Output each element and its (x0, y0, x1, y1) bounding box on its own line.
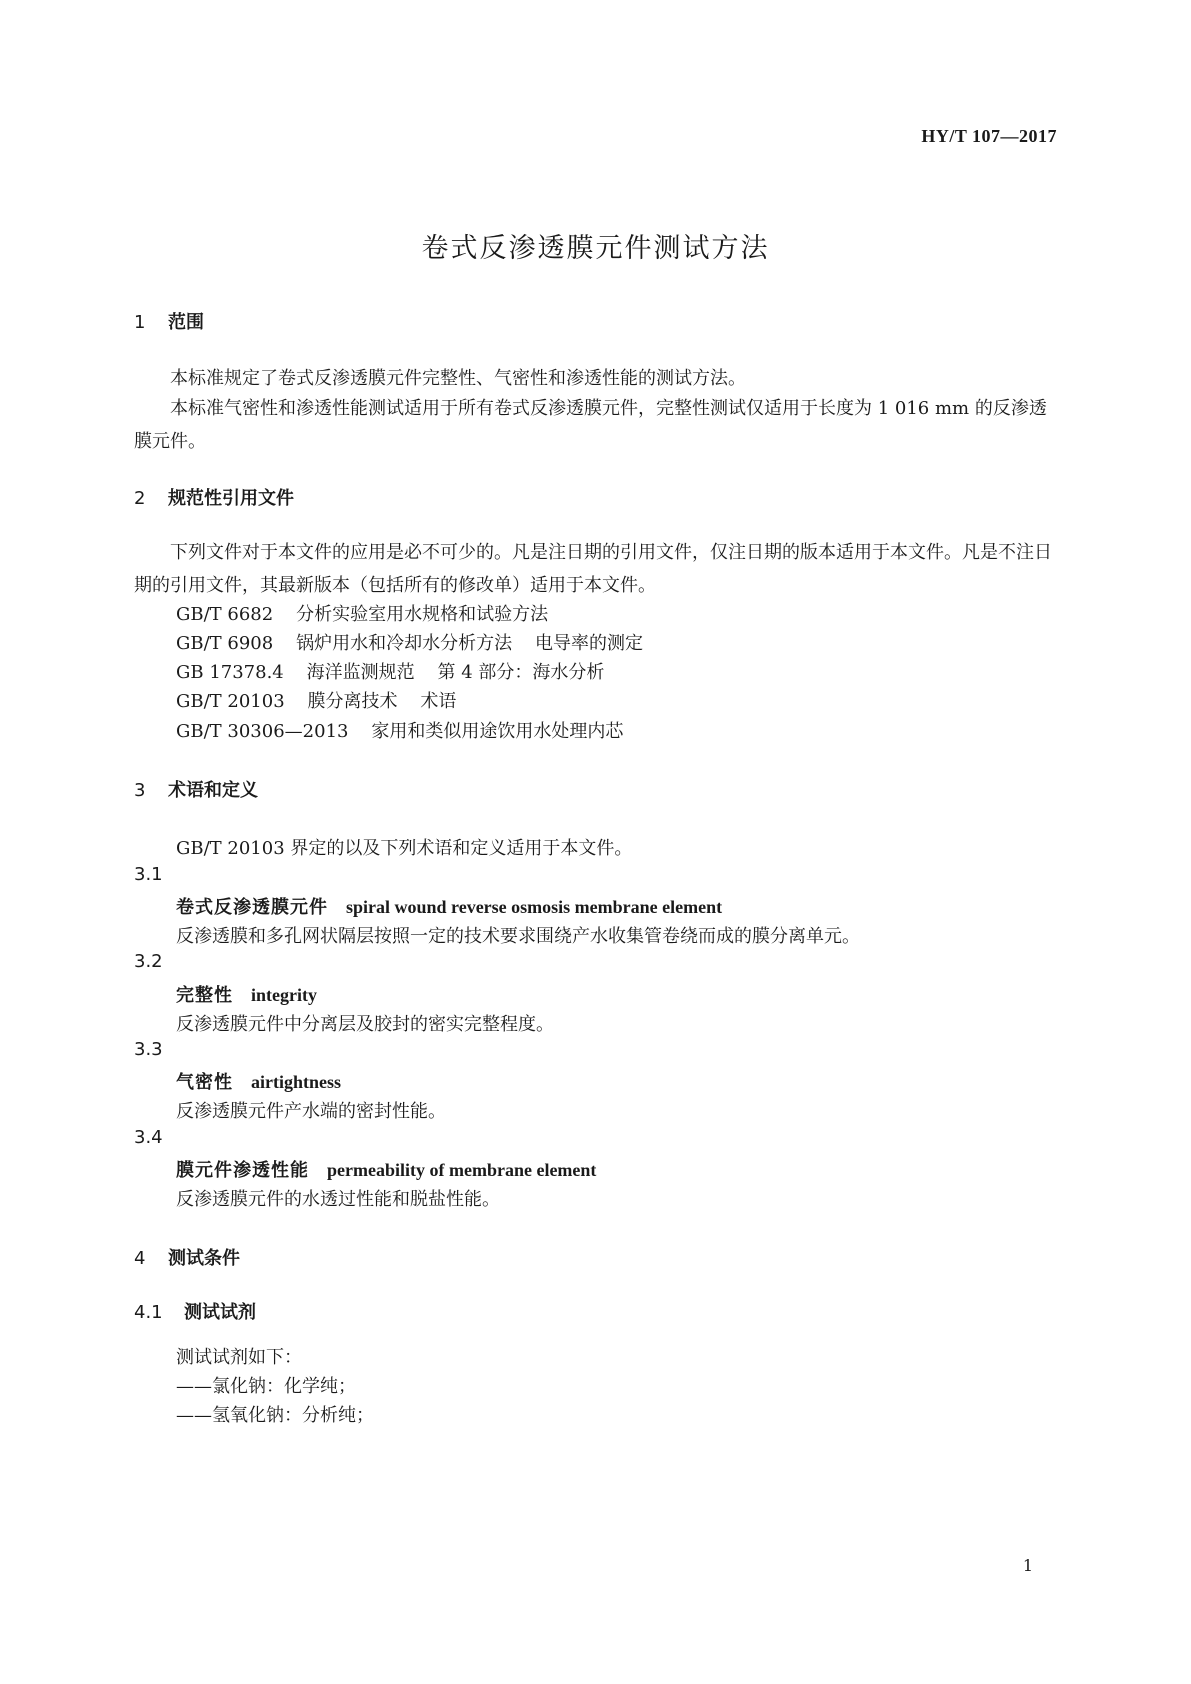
term-english: spiral wound reverse osmosis membrane element (346, 897, 723, 917)
section-2-heading (134, 484, 294, 510)
term-definition: 反渗透膜元件的水透过性能和脱盐性能。 (176, 1189, 500, 1210)
term-english: integrity (251, 985, 317, 1005)
section-title: 测试条件 (168, 1248, 240, 1269)
term-heading (176, 893, 722, 919)
term-number: 3.3 (134, 1039, 163, 1060)
term-number: 3.4 (134, 1127, 163, 1148)
section-number: 2 (134, 488, 146, 509)
term-chinese: 完整性 (176, 985, 233, 1006)
subsection-number: 4.1 (134, 1302, 163, 1323)
subsection-4-1-heading (134, 1298, 256, 1324)
section-3-heading (134, 776, 258, 802)
term-number: 3.1 (134, 864, 163, 885)
references-intro: 下列文件对于本文件的应用是必不可少的。凡是注日期的引用文件，仅注日期的版本适用于本文件。凡是不注日期的引用文件，其最新版本（包括所有的修改单）适用于本文件。 (134, 542, 1052, 596)
reference-item: GB/T 6908 锅炉用水和冷却水分析方法 电导率的测定 (176, 633, 643, 654)
term-english: airtightness (251, 1072, 341, 1092)
reference-item: GB/T 20103 膜分离技术 术语 (176, 691, 457, 712)
section-title: 范围 (168, 312, 204, 333)
term-heading (176, 981, 317, 1007)
term-definition: 反渗透膜元件中分离层及胶封的密实完整程度。 (176, 1014, 554, 1035)
section-number: 1 (134, 312, 146, 333)
section-4-heading (134, 1244, 240, 1270)
reference-item: GB 17378.4 海洋监测规范 第 4 部分：海水分析 (176, 662, 605, 683)
reference-item: GB/T 6682 分析实验室用水规格和试验方法 (176, 604, 549, 625)
reagents-intro: 测试试剂如下： (176, 1347, 302, 1368)
section-number: 4 (134, 1248, 146, 1269)
scope-paragraph-2: 本标准气密性和渗透性能测试适用于所有卷式反渗透膜元件，完整性测试仅适用于长度为 1 016 mm 的反渗透膜元件。 (134, 398, 1047, 452)
term-definition: 反渗透膜和多孔网状隔层按照一定的技术要求围绕产水收集管卷绕而成的膜分离单元。 (176, 926, 860, 947)
page-number: 1 (1022, 1556, 1033, 1575)
section-title: 规范性引用文件 (168, 488, 294, 509)
term-chinese: 卷式反渗透膜元件 (176, 897, 328, 918)
section-number: 3 (134, 780, 146, 801)
reagent-item: ——氢氧化钠：分析纯； (176, 1405, 374, 1426)
term-heading (176, 1156, 596, 1182)
standard-number: HY/T 107—2017 (921, 126, 1057, 146)
reference-item: GB/T 30306—2013 家用和类似用途饮用水处理内芯 (176, 721, 624, 742)
term-english: permeability of membrane element (327, 1160, 597, 1180)
subsection-title: 测试试剂 (184, 1302, 256, 1323)
section-title: 术语和定义 (168, 780, 258, 801)
term-number: 3.2 (134, 951, 163, 972)
term-chinese: 气密性 (176, 1072, 233, 1093)
term-chinese: 膜元件渗透性能 (176, 1160, 309, 1181)
document-title: 卷式反渗透膜元件测试方法 (421, 233, 770, 264)
term-definition: 反渗透膜元件产水端的密封性能。 (176, 1101, 446, 1122)
section-1-heading (134, 308, 204, 334)
reagent-item: ——氯化钠：化学纯； (176, 1376, 356, 1397)
term-heading (176, 1068, 341, 1094)
terms-intro: GB/T 20103 界定的以及下列术语和定义适用于本文件。 (176, 838, 633, 859)
scope-paragraph-1: 本标准规定了卷式反渗透膜元件完整性、气密性和渗透性能的测试方法。 (170, 368, 746, 389)
